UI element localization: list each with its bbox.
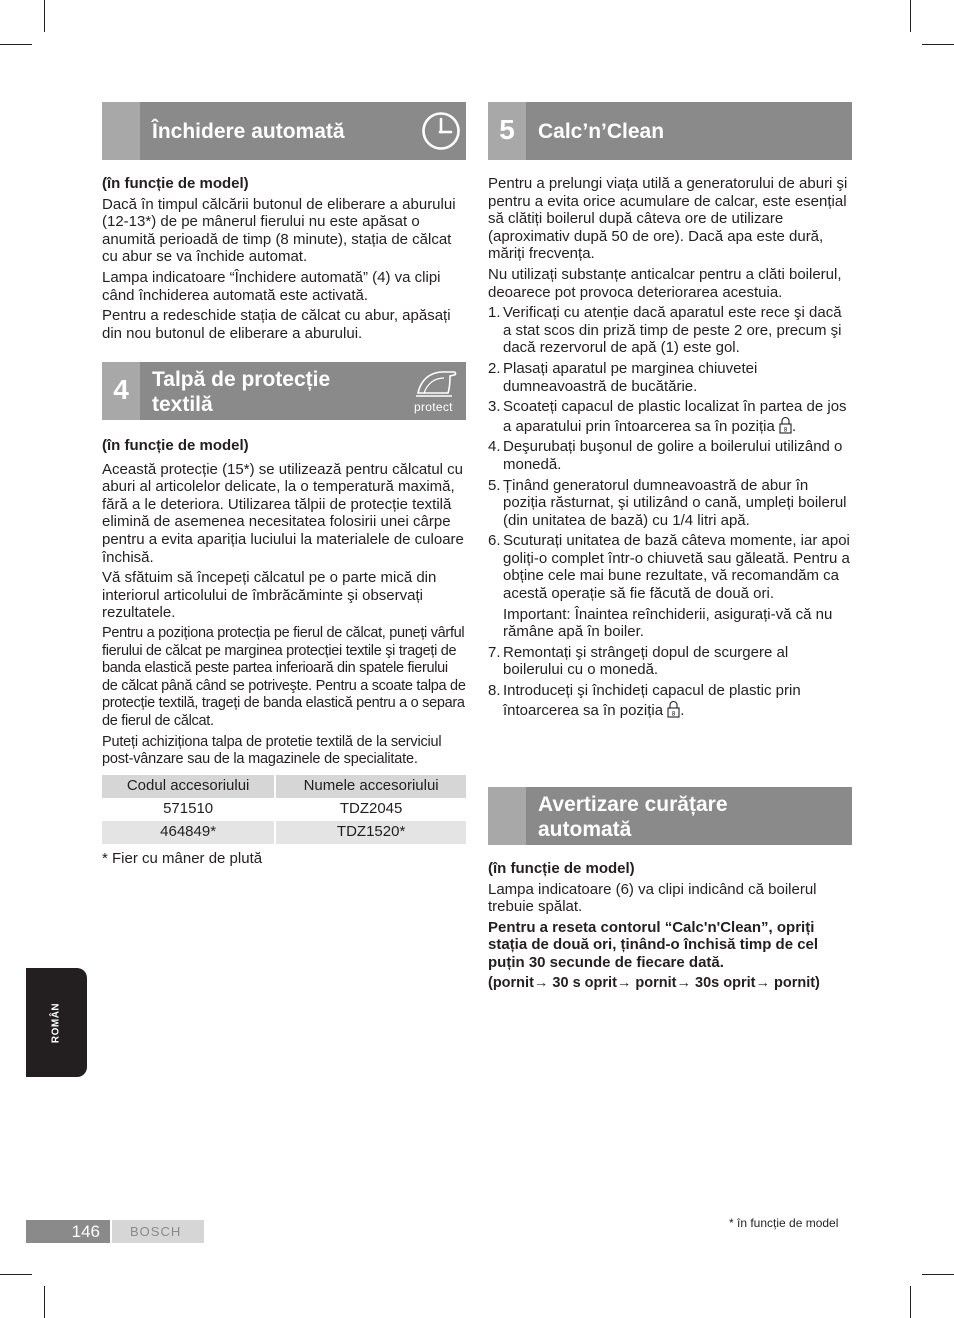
crop-mark [910,1286,911,1318]
step-text: Ținând generatorul dumneavoastră de abur în poziția răsturnat, şi utilizând o cană, umpleți boilerul (din unitatea de bază) cu 1/4 litri apă. [503,476,847,529]
paragraph: Lampa indicatoare “Închidere automată” (4) va clipi când închiderea automată este activată. [102,268,441,304]
table-cell: 571510 [163,800,214,818]
crop-mark [910,0,911,32]
paragraph: Lampa indicatoare (6) va clipi indicând că boilerul trebuie spălat. [488,880,817,916]
list-item [488,304,852,357]
step-text: Remontați şi strângeți dopul de scurgere al boilerului cu o monedă. [503,643,789,679]
section-header-calc [488,102,852,160]
page-number: 146 [26,1220,110,1243]
section-tab [488,787,526,845]
left-column [102,102,466,867]
list-item [488,682,852,719]
lock-icon [779,416,792,434]
step-number: 5. [488,476,501,494]
step-text: Verificați cu atenție dacă aparatul este rece şi dacă a stat scos din priză timp de peste 2 ore, precum şi dacă rezervorul de apă (1) este gol. [503,304,842,357]
table-header: Codul accesoriului [102,775,275,798]
crop-mark [922,44,954,45]
list-item [488,438,852,473]
step-number: 8. [488,682,501,700]
section-title: Calc’n’Clean [538,120,665,143]
language-tab [26,968,87,1077]
step-tail: . [680,701,685,719]
paragraph: Pentru a redeschide stația de călcat cu abur, apăsați din nou butonul de eliberare a aburului. [102,307,451,342]
step-number: 6. [488,532,501,550]
sole-body [102,437,466,870]
table-cell: TDZ1520* [275,821,466,844]
paragraph: Această protecție (15*) se utilizează pentru călcatul cu aburi al articolelor delicate, la o temperatură maximă, fără a le deteriora. Utilizarea tălpii de protecție textilă elimină de asemenea necesitatea folosirii unei cârpe pentru a evita apariția luciului la materialele de culoare închisă. [102,460,464,566]
iron-protect-icon [412,366,464,416]
step-number: 2. [488,359,501,377]
table-cell: TDZ2045 [275,798,466,821]
table-footnote: * Fier cu mâner de plută [102,849,263,867]
step-number: 7. [488,643,501,661]
crop-mark [922,1274,954,1275]
paragraph: Dacă în timpul călcării butonul de eliberare a aburului (12-13*) de pe mânerul fierului nu este apăsat o anumită perioadă de timp (8 minute), stația de călcat cu abur se va închide automat. [102,195,456,266]
list-item [488,398,852,435]
section-number: 4 [113,374,129,405]
table-row [102,798,466,821]
section-header-warning [488,787,852,845]
warning-body [488,860,852,995]
section-title: Închidere automată [152,120,345,143]
clock-icon [421,111,461,151]
sequence: (pornit→ 30 s oprit→ pornit→ 30s oprit→ pornit) [488,974,820,991]
paragraph: Nu utilizați substanțe anticalcar pentru a clăti boilerul, deoarece pot provoca deteriorarea acestuia. [488,265,842,301]
section-header-auto-off [102,102,466,160]
list-item [488,477,852,530]
step-number: 3. [488,398,501,416]
crop-mark [0,44,32,45]
paragraph: Pentru a poziționa protecția pe fierul de călcat, puneți vârful fierului de călcat pe marginea protecției textile şi trageți de banda elastică peste partea inferioară din spatele fierului de călcat până când se potriveşte. Pentru a scoate talpa de protecție textilă, trageți de banda elastică pentru a o separa de fierul de călcat. [102,624,466,729]
model-note: (în funcție de model) [102,175,249,192]
section-tab [488,102,526,160]
crop-mark [44,1286,45,1318]
step-text: Scuturați unitatea de bază câteva momente, iar apoi goliți-o complet într-o chiuvetă sau găleată. Pentru a obține cele mai bune rezultate, vă recomandăm ca acestă operație să fie făcută de două ori. [503,532,850,603]
step-text: Scoateți capacul de plastic localizat în partea de jos a aparatului prin întoarcerea sa în poziția [503,398,847,435]
lock-icon [667,700,680,718]
step-note: Important: Înaintea reînchiderii, asigurați-vă că nu rămâne apă în boiler. [503,605,833,641]
accessory-table [102,775,466,844]
brand-label: BOSCH [112,1220,204,1243]
steps-list [488,304,852,719]
step-tail: . [792,417,797,435]
table-header-row [102,775,466,798]
paragraph: Puteți achiziționa talpa de protetie textilă de la serviciul post-vânzare sau de la magazinele de specialitate. [102,733,442,768]
step-number: 1. [488,304,501,322]
icon-label: protect [414,400,453,414]
list-item [488,360,852,395]
paragraph: Pentru a prelungi viața utilă a generatorului de aburi şi pentru a evita orice acumulare de calcar, este esențial să clătiți boilerul după câteva ore de utilizare (aproximativ după 50 de ore). Dacă apa este dură, măriți frecvența. [488,175,848,263]
paragraph: Vă sfătuim să începeți călcatul pe o parte mică din interiorul articolului de îmbrăcăminte şi observați rezultatele. [102,569,437,622]
step-text: Plasați aparatul pe marginea chiuvetei dumneavoastră de bucătărie. [503,359,758,395]
svg-text:8: 8 [672,711,676,718]
list-item [488,644,852,679]
step-text: Introduceți şi închideți capacul de plastic prin întoarcerea sa în poziția [503,682,801,719]
table-header: Numele accesoriului [275,775,466,798]
step-number: 4. [488,438,501,456]
footer-note: * în funcție de model [729,1216,839,1230]
section-number: 5 [499,114,515,145]
step-text: Deşurubați buşonul de golire a boilerului utilizând o monedă. [503,438,843,473]
section-header-sole [102,362,466,420]
section-title: Talpă de protecție textilă [152,368,331,416]
list-item [488,532,852,641]
calc-body [488,175,852,719]
language-label: ROMÂN [50,1002,62,1044]
bold-paragraph: Pentru a reseta contorul “Calc'n'Clean”, opriți stația de două ori, ținând-o închisă timp de cel puțin 30 secunde de fiecare dată. [488,918,819,971]
table-cell: 464849* [102,821,275,844]
auto-off-body [102,175,466,342]
table-row [102,821,466,844]
right-column [488,102,852,991]
svg-text:8: 8 [783,427,788,434]
section-title: Avertizare curățare automată [538,793,728,841]
model-note: (în funcție de model) [102,437,249,454]
model-note: (în funcție de model) [488,860,635,877]
section-tab [102,102,140,160]
crop-mark [44,0,45,32]
section-tab [102,362,140,420]
crop-mark [0,1274,32,1275]
